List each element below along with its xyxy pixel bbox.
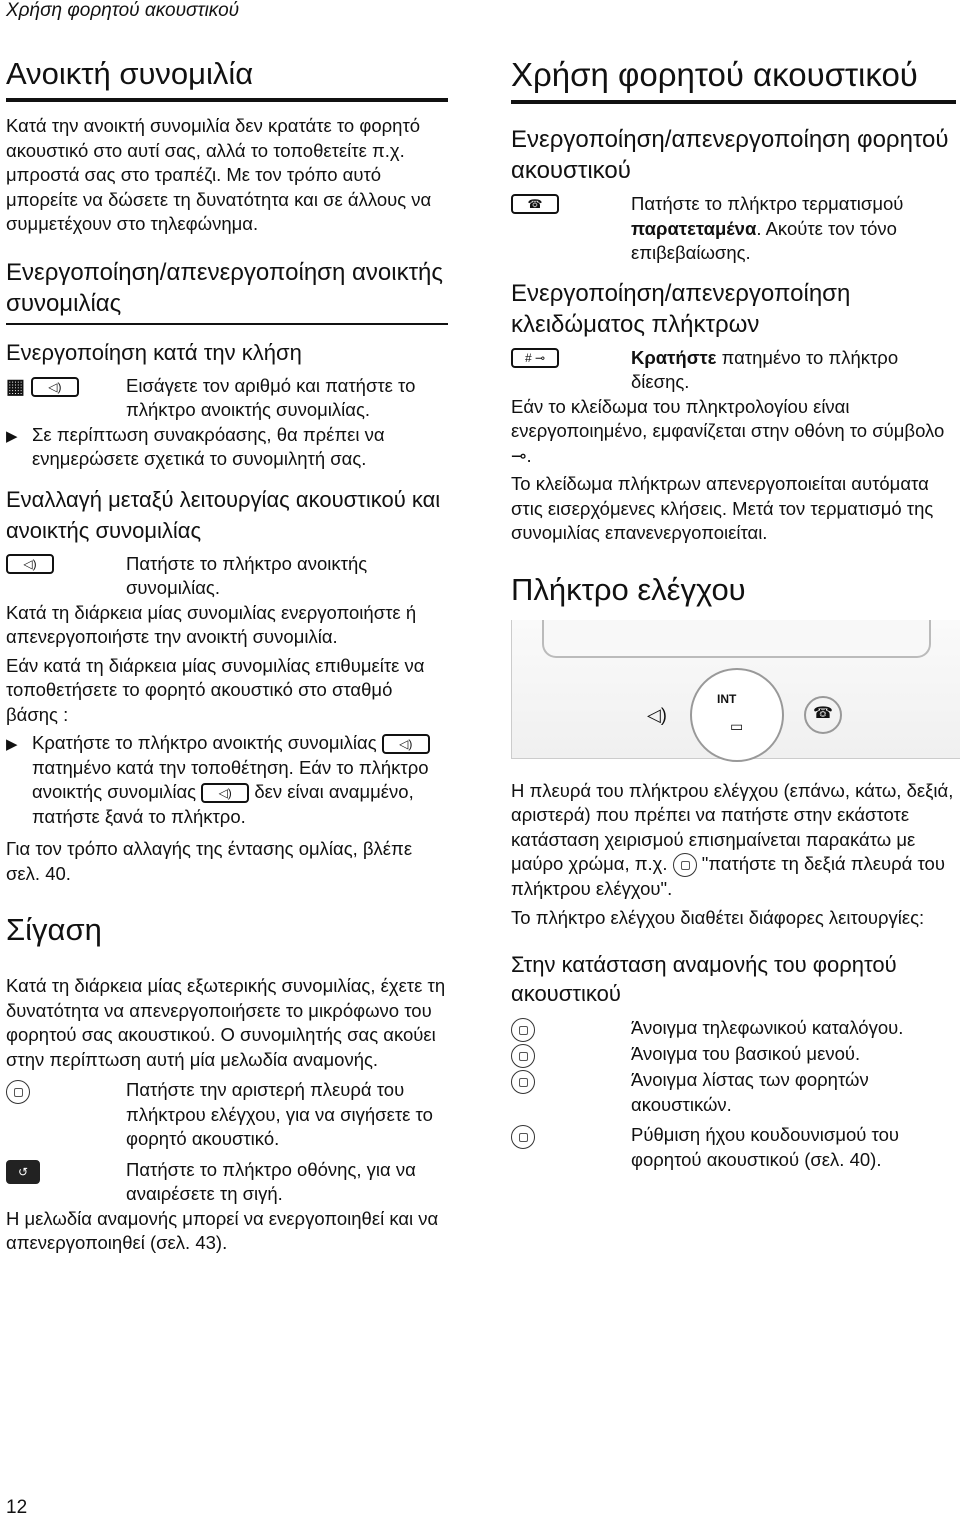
keylock-para-1: Εάν το κλείδωμα του πληκτρολογίου είναι ενεργοποιημένο, εμφανίζεται στην οθόνη το σύμβολο ⊸. xyxy=(511,395,945,466)
cradle-note-a: Κρατήστε το πλήκτρο ανοικτής συνομιλίας xyxy=(32,732,377,753)
mute-instruction: Πατήστε την αριστερή πλευρά του πλήκτρου ελέγχου, για να σιγήσετε το φορητό ακουστικό. xyxy=(126,1079,433,1149)
control-key-ring xyxy=(690,668,784,762)
control-key-para-2: Το πλήκτρο ελέγχου διαθέτει διάφορες λειτουργίες: xyxy=(511,906,925,928)
control-key-left-icon xyxy=(6,1080,30,1104)
heading-idle-state: Στην κατάσταση αναμονής του φορητού ακουστικού xyxy=(511,952,897,1007)
power-instruction xyxy=(631,192,956,266)
end-call-key-icon: ☎ xyxy=(511,194,559,214)
hold-melody-note: Η μελωδία αναμονής μπορεί να ενεργοποιηθεί και να απενεργοποιηθεί (σελ. 43). xyxy=(6,1207,439,1253)
keylock-rest: πατημένο το πλήκτρο δίεσης. xyxy=(631,346,899,392)
heading-handset-power: Ενεργοποίηση/απενεργοποίηση φορητού ακουστικού xyxy=(511,126,949,184)
bullet-arrow-icon: ▶ xyxy=(6,427,18,445)
control-key-illustration xyxy=(511,620,960,759)
cradle-note-c: δεν είναι αναμμένο, πατήστε ξανά το πλήκτρο. xyxy=(32,781,414,827)
page-number: 12 xyxy=(6,1497,28,1518)
key-symbol-icon: ⊸ xyxy=(511,444,527,466)
switch-instruction: Πατήστε το πλήκτρο ανοικτής συνομιλίας. xyxy=(126,552,368,598)
bullet-arrow-icon: ▶ xyxy=(6,736,18,753)
keylock-para-1-text: Εάν το κλείδωμα του πληκτρολογίου είναι ενεργοποιημένο, εμφανίζεται στην οθόνη το σύμβολο xyxy=(511,395,945,441)
keylock-instruction xyxy=(631,346,956,395)
switch-para-1: Κατά τη διάρκεια μίας συνομιλίας ενεργοποιήστε ή απενεργοποιήστε την ανοικτή συνομιλία. xyxy=(6,601,417,647)
speakerphone-intro: Κατά την ανοικτή συνομιλία δεν κρατάτε το φορητό ακουστικό στο αυτί σας, αλλά το τοποθετείτε π.χ. μπροστά σας στο τραπέζι. Με τον τρόπο αυτό μπορείτε να δώσετε τη δυνατότητα και σε άλλους να συμμετέχουν στο τηλεφώνημα. xyxy=(6,115,432,234)
idle-item-main-menu: Άνοιγμα του βασικού μενού. xyxy=(631,1043,861,1065)
control-key-right-icon xyxy=(673,853,697,877)
cradle-note xyxy=(32,731,448,829)
speaker-key-icon: ◁) xyxy=(6,554,54,574)
speaker-key-icon: ◁) xyxy=(201,783,249,803)
end-call-icon: ☎ xyxy=(804,696,842,734)
idle-item-ringtone: Ρύθμιση ήχου κουδουνισμού του φορητού ακουστικού (σελ. 40). xyxy=(631,1124,899,1170)
power-instruction-bold: παρατεταμένα xyxy=(631,217,757,239)
switch-para-2: Εάν κατά τη διάρκεια μίας συνομιλίας επιθυμείτε να τοποθετήσετε το φορητό ακουστικό στο σταθμό βάσης : xyxy=(6,654,425,725)
hash-key-icon: # ⊸ xyxy=(511,348,559,368)
heading-switch-mode: Εναλλαγή μεταξύ λειτουργίας ακουστικού και ανοικτής συνομιλίας xyxy=(6,486,441,543)
handset-display xyxy=(542,620,931,658)
power-instruction-b: . Ακούτε τον τόνο επιβεβαίωσης. xyxy=(631,217,897,263)
idle-item-handset-list: Άνοιγμα λίστας των φορητών ακουστικών. xyxy=(631,1069,869,1115)
eavesdrop-note: Σε περίπτωση συνακρόασης, θα πρέπει να ενημερώσετε σχετικά το συνομιλητή σας. xyxy=(32,423,385,469)
section-title-speakerphone: Ανοικτή συνομιλία xyxy=(6,50,448,102)
section-title-handset-use: Χρήση φορητού ακουστικού xyxy=(511,50,956,104)
control-key-para-1 xyxy=(511,779,956,902)
cradle-note-b: πατημένο κατά την τοποθέτηση. Εάν το πλήκτρο ανοικτής συνομιλίας xyxy=(32,756,429,802)
keylock-para-2: Το κλείδωμα πλήκτρων απενεργοποιείται αυτόματα στις εισερχόμενες κλήσεις. Μετά τον τερματισμό της συνομιλίας επανενεργοποιείται. xyxy=(511,473,934,543)
speaker-key-icon: ◁) xyxy=(31,377,79,397)
activate-instruction: Εισάγετε τον αριθμό και πατήστε το πλήκτρο ανοικτής συνομιλίας. xyxy=(126,374,416,420)
control-key-up-icon xyxy=(511,1125,535,1149)
heading-toggle-speakerphone: Ενεργοποίηση/απενεργοποίηση ανοικτής συνομιλίας xyxy=(6,257,448,325)
phonebook-icon: ▭ xyxy=(730,717,744,734)
heading-activate-during-call: Ενεργοποίηση κατά την κλήση xyxy=(6,339,302,365)
right-column xyxy=(511,50,956,1172)
idle-item-phonebook: Άνοιγμα τηλεφωνικού καταλόγου. xyxy=(631,1017,904,1039)
section-title-mute: Σίγαση xyxy=(6,912,102,947)
undo-key-icon: ↺ xyxy=(6,1160,40,1184)
section-title-control-key: Πλήκτρο ελέγχου xyxy=(511,571,746,607)
power-instruction-a: Πατήστε το πλήκτρο τερματισμού xyxy=(631,193,904,214)
speaker-icon: ◁) xyxy=(647,704,667,725)
mute-intro: Κατά τη διάρκεια μίας εξωτερικής συνομιλίας, έχετε τη δυνατότητα να απενεργοποιήσετε το μικρόφωνο του φορητού σας ακουστικού. Ο συνομιλητής σας ακούει στην περίπτωση αυτή μία μελωδία αναμονής. xyxy=(6,975,446,1070)
heading-keylock: Ενεργοποίηση/απενεργοποίηση κλειδώματος πλήκτρων xyxy=(511,279,851,338)
int-label: INT xyxy=(717,691,737,706)
keypad-icon: ▦ xyxy=(6,375,25,398)
control-key-down-icon xyxy=(511,1018,535,1042)
unmute-instruction: Πατήστε το πλήκτρο οθόνης, για να αναιρέσετε τη σιγή. xyxy=(126,1158,416,1204)
left-column xyxy=(6,50,448,1256)
control-key-para-1b: "πατήστε τη δεξιά πλευρά του πλήκτρου ελέγχου". xyxy=(511,853,945,900)
control-key-left-icon xyxy=(511,1070,535,1094)
keylock-bold: Κρατήστε xyxy=(631,346,717,368)
running-header: Χρήση φορητού ακουστικού xyxy=(6,0,240,21)
control-key-right-icon xyxy=(511,1044,535,1068)
volume-reference: Για τον τρόπο αλλαγής της έντασης ομλίας, βλέπε σελ. 40. xyxy=(6,838,413,884)
control-key-para-1a: Η πλευρά του πλήκτρου ελέγχου (επάνω, κάτω, δεξιά, αριστερά) που πρέπει να πατήστε στην εκάστοτε κατάσταση χειρισμού επισημαίνεται παρακάτω με μαύρο χρώμα, π.χ. xyxy=(511,779,954,874)
speaker-key-icon: ◁) xyxy=(382,734,430,754)
